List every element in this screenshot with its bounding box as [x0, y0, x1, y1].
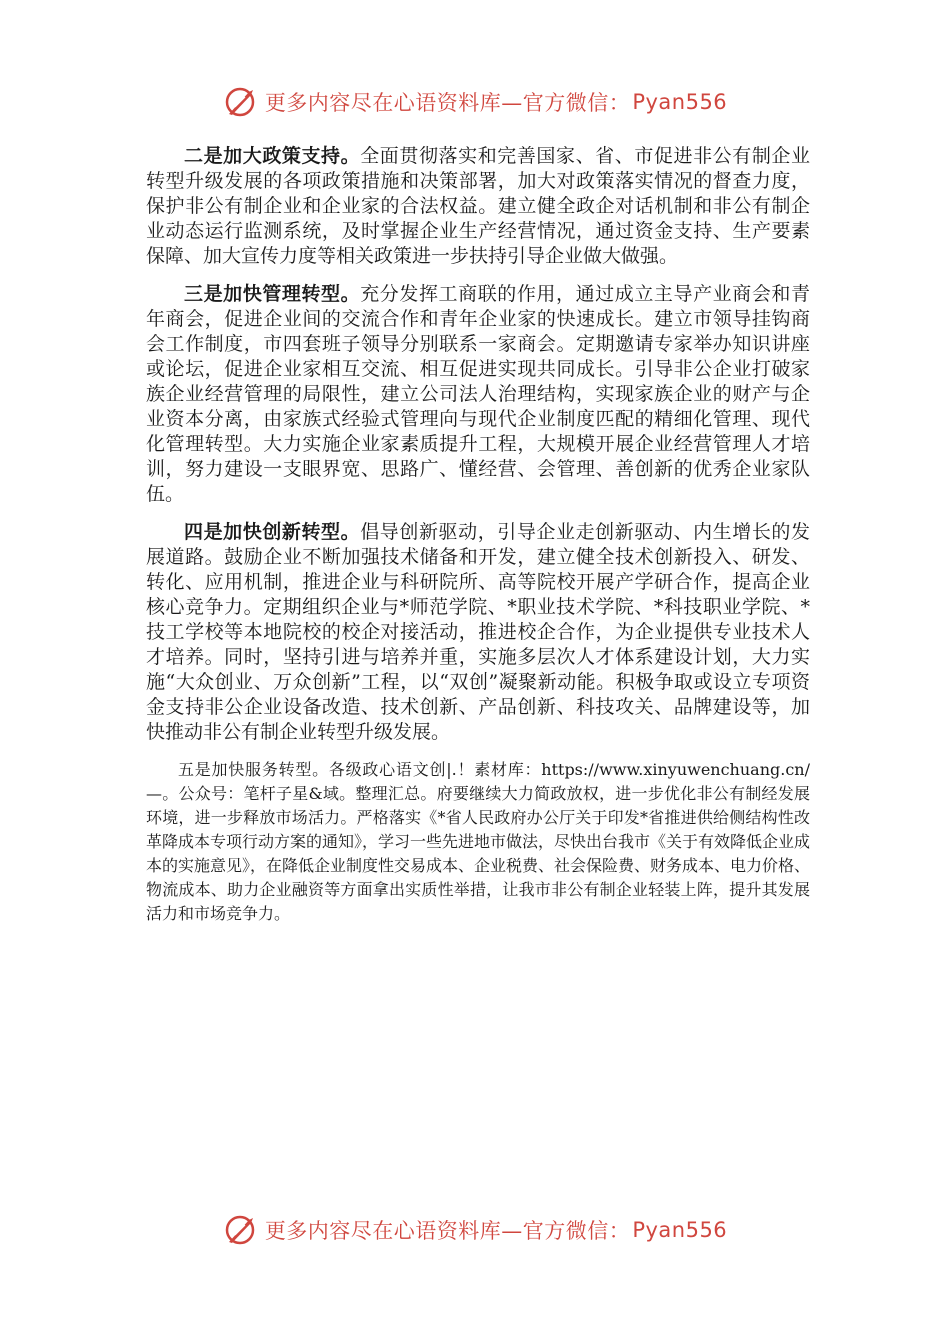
- footer-banner: [0, 1212, 950, 1248]
- footer-wechat-id: Pyan556: [632, 1218, 728, 1242]
- paragraph-management-transformation: [146, 282, 810, 507]
- header-wechat-id: Pyan556: [632, 90, 728, 114]
- quill-pen-logo-icon: [223, 1212, 259, 1248]
- document-body: [146, 144, 810, 939]
- paragraph-lead: 二是加大政策支持。: [184, 145, 361, 167]
- header-slogan: 更多内容尽在心语资料库—官方微信：: [264, 91, 631, 115]
- paragraph-service-transformation: [146, 758, 810, 926]
- paragraph-innovation-transformation: [146, 520, 810, 745]
- paragraph-body: 充分发挥工商联的作用，通过成立主导产业商会和青年商会，促进企业间的交流合作和青年企业家的快速成长。建立市领导挂钩商会工作制度，市四套班子领导分别联系一家商会。定期邀请专家举办知识讲座或论坛，促进企业家相互交流、相互促进实现共同成长。引导非公企业打破家族企业经营管理的局限性，建立公司法人治理结构，实现家族企业的财产与企业资本分离，由家族式经验式管理向与现代企业制度匹配的精细化管理、现代化管理转型。大力实施企业家素质提升工程，大规模开展企业经营管理人才培训，努力建设一支眼界宽、思路广、懂经营、会管理、善创新的优秀企业家队伍。: [146, 283, 810, 505]
- paragraph-lead: 三是加快管理转型。: [184, 283, 361, 305]
- paragraph-policy-support: [146, 144, 810, 269]
- footer-slogan: 更多内容尽在心语资料库—官方微信：: [264, 1219, 631, 1243]
- paragraph-body: 五是加快服务转型。各级政心语文创|.！素材库：https://www.xinyuwenchuang.cn/—。公众号：笔杆子星&域。整理汇总。府要继续大力简政放权，进一步优化非公有制经发展环境，进一步释放市场活力。严格落实《*省人民政府办公厅关于印发*省推进供给侧结构性改革降成本专项行动方案的通知》，学习一些先进地市做法，尽快出台我市《关于有效降低企业成本的实施意见》，在降低企业制度性交易成本、企业税费、社会保险费、财务成本、电力价格、物流成本、助力企业融资等方面拿出实质性举措，让我市非公有制企业轻装上阵，提升其发展活力和市场竞争力。: [146, 760, 811, 923]
- paragraph-lead: 四是加快创新转型。: [184, 521, 361, 543]
- paragraph-body: 倡导创新驱动，引导企业走创新驱动、内生增长的发展道路。鼓励企业不断加强技术储备和开发，建立健全技术创新投入、研发、转化、应用机制，推进企业与科研院所、高等院校开展产学研合作，提高企业核心竞争力。定期组织企业与*师范学院、*职业技术学院、*科技职业学院、*技工学校等本地院校的校企对接活动，推进校企合作，为企业提供专业技术人才培养。同时，坚持引进与培养并重，实施多层次人才体系建设计划，大力实施“大众创业、万众创新”工程，以“双创”凝聚新动能。积极争取或设立专项资金支持非公企业设备改造、技术创新、产品创新、科技攻关、品牌建设等，加快推动非公有制企业转型升级发展。: [146, 521, 810, 743]
- quill-pen-logo-icon: [223, 84, 259, 120]
- header-banner: [0, 84, 950, 120]
- paragraph-body: 全面贯彻落实和完善国家、省、市促进非公有制企业转型升级发展的各项政策措施和决策部署，加大对政策落实情况的督查力度，保护非公有制企业和企业家的合法权益。建立健全政企对话机制和非公有制企业动态运行监测系统，及时掌握企业生产经营情况，通过资金支持、生产要素保障、加大宣传力度等相关政策进一步扶持引导企业做大做强。: [146, 145, 810, 267]
